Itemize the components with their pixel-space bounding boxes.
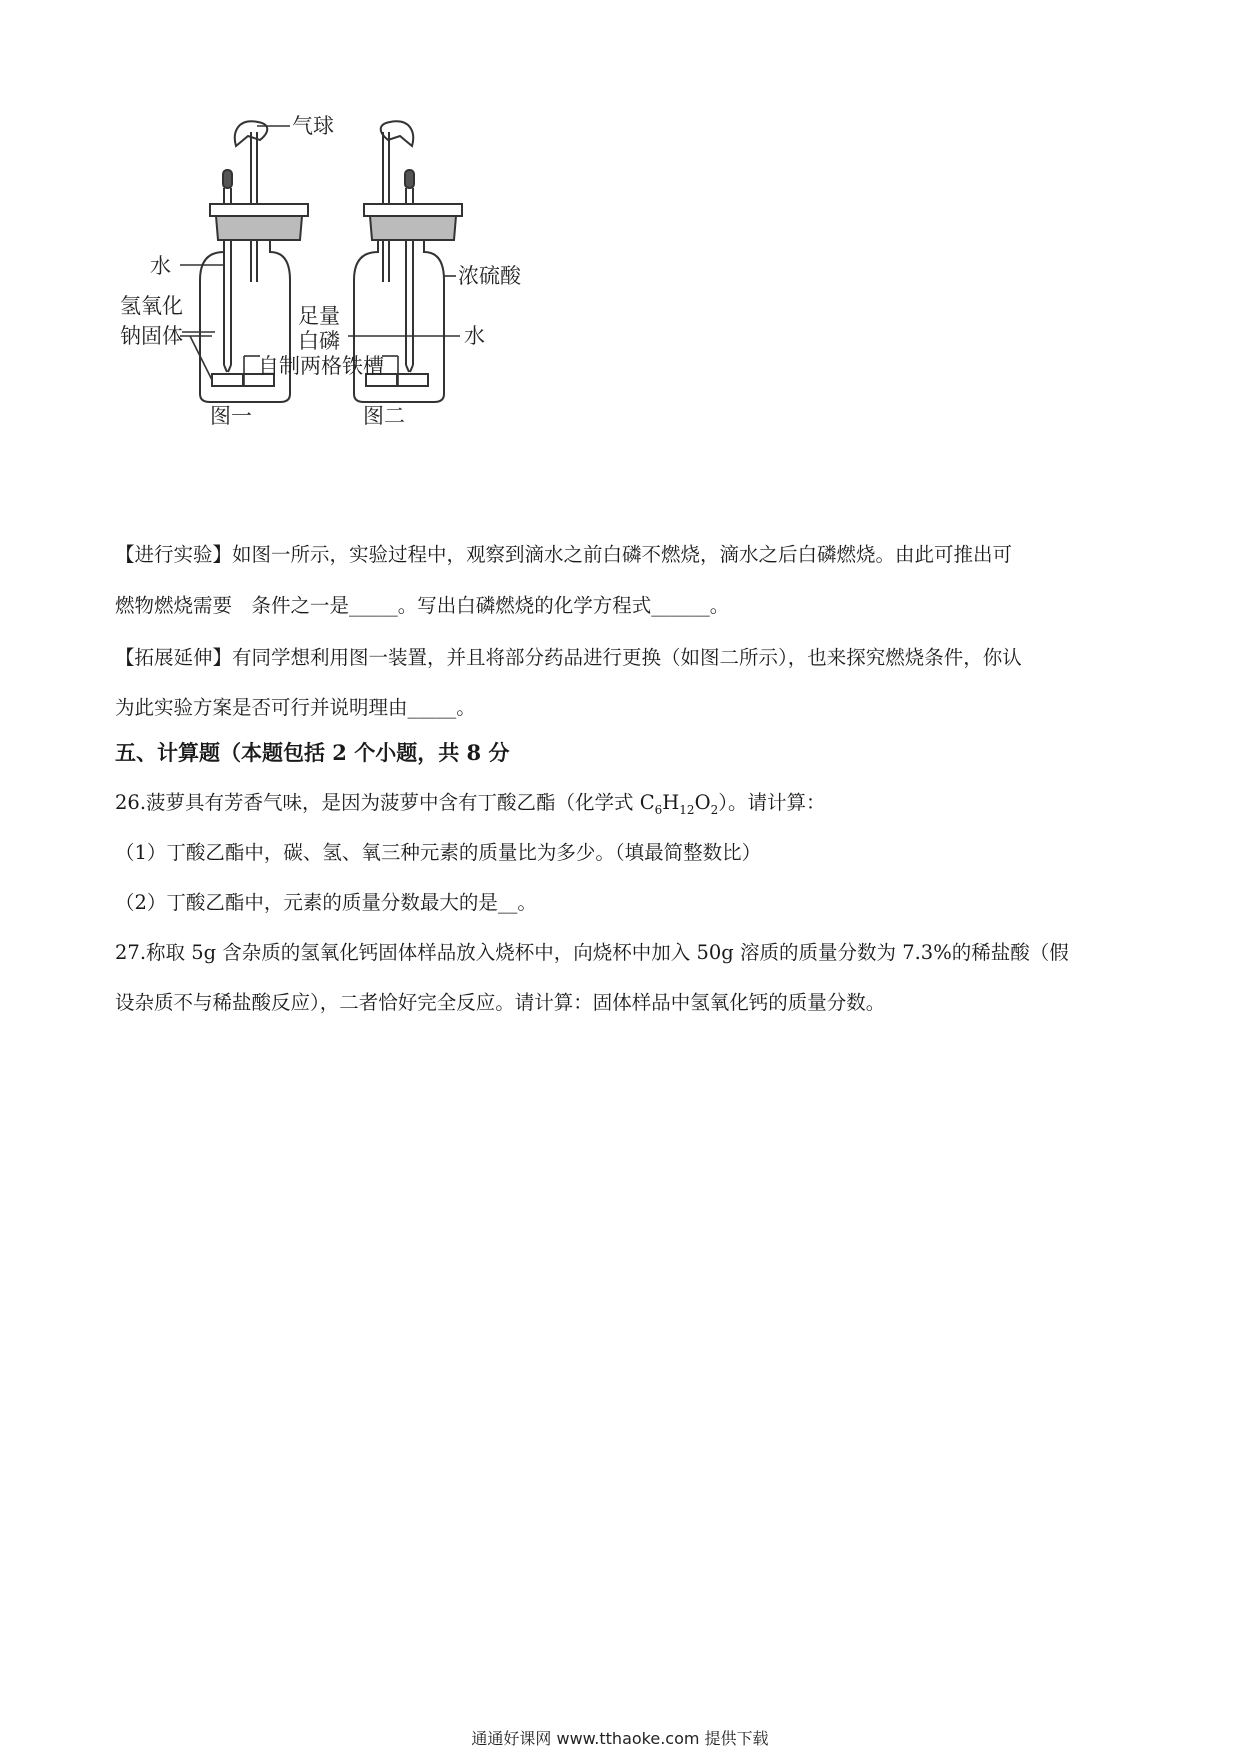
label-water-left: 水 xyxy=(150,254,171,278)
experiment-text-line2: 燃物燃烧需要 条件之一是_____。写出白磷燃烧的化学方程式______。 xyxy=(115,594,730,617)
dropper-bulb-right xyxy=(405,170,414,188)
caption-figure-1: 图一 xyxy=(210,404,252,428)
label-naoh-line2: 钠固体 xyxy=(120,324,183,348)
label-balloon: 气球 xyxy=(292,114,334,138)
label-naoh-line1: 氢氧化 xyxy=(120,294,183,318)
label-enough-line1: 足量 xyxy=(298,304,340,328)
label-water-right: 水 xyxy=(464,324,485,348)
label-enough-line2: 白磷 xyxy=(298,329,340,353)
page-footer: 通通好课网 www.tthaoke.com 提供下载 xyxy=(471,1729,769,1748)
dropper-bulb-left xyxy=(223,170,232,188)
caption-figure-2: 图二 xyxy=(363,404,405,428)
apparatus-diagram xyxy=(120,110,600,480)
experiment-figure xyxy=(120,110,600,480)
label-sulfuric-acid: 浓硫酸 xyxy=(458,264,521,288)
extension-text-line1: 【拓展延伸】有同学想利用图一装置，并且将部分药品进行更换（如图二所示），也来探究燃烧条件，你认 xyxy=(115,646,1022,669)
section-heading-calculation: 五、计算题（本题包括 2 个小题，共 8 分 xyxy=(115,740,510,765)
question-26-part2: （2）丁酸乙酯中，元素的质量分数最大的是__。 xyxy=(115,891,537,914)
question-26-part1: （1）丁酸乙酯中，碳、氢、氧三种元素的质量比为多少。（填最简整数比） xyxy=(115,841,762,864)
experiment-text-line1: 【进行实验】如图一所示，实验过程中，观察到滴水之前白磷不燃烧，滴水之后白磷燃烧。由此可推出可 xyxy=(115,543,1013,566)
question-27-line1: 27.称取 5g 含杂质的氢氧化钙固体样品放入烧杯中，向烧杯中加入 50g 溶质的质量分数为 7.3%的稀盐酸（假 xyxy=(115,941,1069,964)
question-26: 26.菠萝具有芳香气味，是因为菠萝中含有丁酸乙酯（化学式 $C_6H_{12}O_2$）。请计算： xyxy=(115,791,826,817)
balloon-right xyxy=(381,121,413,146)
extension-text-line2: 为此实验方案是否可行并说明理由_____。 xyxy=(115,696,476,719)
question-27-line2: 设杂质不与稀盐酸反应），二者恰好完全反应。请计算：固体样品中氢氧化钙的质量分数。 xyxy=(115,991,886,1014)
label-trough: 自制两格铁槽 xyxy=(258,354,384,378)
